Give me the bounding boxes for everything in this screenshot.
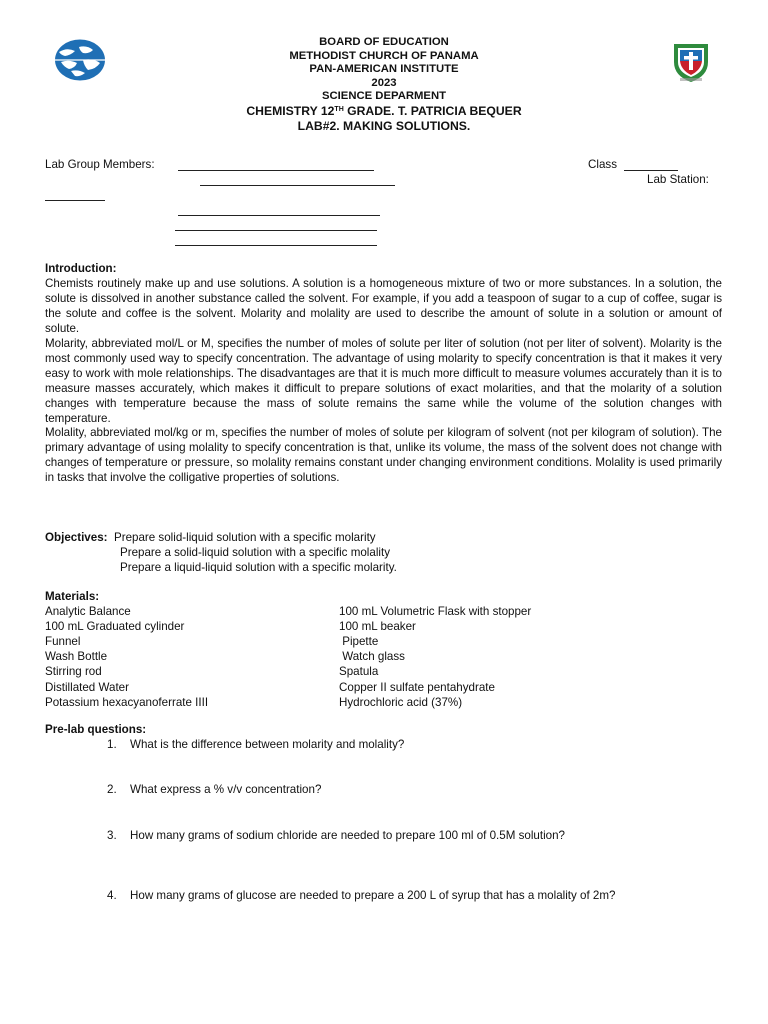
header-line: SCIENCE DEPARMENT [321, 90, 447, 103]
material-item: Pipette [339, 635, 379, 649]
course-suffix: GRADE. T. PATRICIA BEQUER [343, 103, 522, 118]
lab-station-label: Lab Station: [647, 173, 709, 186]
globe-emblem-icon [53, 38, 107, 82]
materials-section [45, 589, 725, 710]
introduction-section [45, 262, 722, 486]
material-item: 100 mL Graduated cylinder [45, 620, 185, 634]
school-shield-icon [668, 40, 714, 84]
prelab-question [107, 829, 565, 842]
header-line: METHODIST CHURCH OF PANAMA [289, 49, 479, 62]
question-text: How many grams of sodium chloride are needed to prepare 100 ml of 0.5M solution? [130, 829, 565, 842]
materials-title: Materials: [45, 590, 100, 603]
prelab-question [107, 783, 321, 796]
group-member-line[interactable] [175, 230, 377, 231]
objective-item: Prepare a solid-liquid solution with a specific molality [120, 546, 391, 560]
objective-item: Prepare solid-liquid solution with a specific molarity [113, 531, 376, 544]
document-header [180, 36, 588, 134]
group-member-line[interactable] [200, 185, 395, 186]
material-item: Wash Bottle [45, 650, 108, 664]
question-number: 2. [107, 783, 117, 796]
group-member-line[interactable] [178, 215, 380, 216]
group-member-line[interactable] [178, 170, 374, 171]
header-line: PAN-AMERICAN INSTITUTE [309, 63, 459, 76]
question-text: What express a % v/v concentration? [130, 783, 322, 796]
intro-paragraph: Molarity, abbreviated mol/L or M, specifies the number of moles of solute per liter of solution (not per liter of solvent). Molarity is the most commonly used way to specify concentration. The advantage of using molarity to specify concentration is that it makes it very easy to work with mole relationships. The disadvantages are that it is much more difficult to measure volumes accurately than it is to measure masses accurately, which makes it difficult to prepare solutions of exact molarities, and that the molarity of a solution changes with temperature because the mass of solute remains the same while the volume of the solution changes with temperature. [45, 336, 722, 425]
lab-title: LAB#2. MAKING SOLUTIONS. [297, 118, 471, 133]
group-members-label: Lab Group Members: [45, 158, 155, 171]
material-item: Copper II sulfate pentahydrate [339, 680, 495, 694]
material-item: Funnel [45, 635, 81, 649]
question-number: 3. [107, 829, 117, 842]
group-member-line[interactable] [175, 245, 377, 246]
class-line[interactable] [624, 170, 678, 171]
materials-list [45, 604, 725, 710]
objectives-title: Objectives: [45, 531, 108, 544]
header-line: BOARD OF EDUCATION [319, 36, 449, 48]
question-text: How many grams of glucose are needed to prepare a 200 L of syrup that has a molality of 2m? [130, 889, 616, 902]
prelab-question [107, 889, 616, 902]
material-item: Potassium hexacyanoferrate IIII [45, 695, 209, 709]
lab-station-line[interactable] [45, 200, 105, 201]
question-text: What is the difference between molarity and molality? [130, 738, 405, 751]
prelab-title: Pre-lab questions: [45, 723, 147, 736]
course-prefix: CHEMISTRY 12 [246, 103, 335, 118]
material-item: 100 mL beaker [339, 620, 416, 634]
course-sup: TH [334, 105, 344, 113]
objectives-section [45, 530, 397, 576]
prelab-question [107, 738, 404, 751]
course-title [180, 104, 588, 119]
material-item: Distillated Water [45, 680, 129, 694]
material-item: Stirring rod [45, 665, 102, 679]
intro-paragraph: Molality, abbreviated mol/kg or m, specifies the number of moles of solute per kilogram of solvent (not per kilogram of solution). The primary advantage of using molality to specify concentration is that, unlike its volume, the mass of the solvent does not change with changes of temperature or pressure, so molality remains constant under changing environment conditions. Molality is used primarily in tasks that involve the colligative properties of solutions. [45, 426, 722, 485]
class-label: Class [588, 158, 617, 171]
material-item: Watch glass [339, 650, 405, 664]
material-item: Spatula [339, 665, 379, 679]
material-item: Hydrochloric acid (37%) [339, 695, 463, 709]
question-number: 1. [107, 738, 117, 751]
intro-paragraph: Chemists routinely make up and use solutions. A solution is a homogeneous mixture of two or more substances. In a solution, the solute is dissolved in another substance called the solvent. For example, if you add a teaspoon of sugar to a cup of coffee, sugar is the solute and coffee is the solvent. Molarity and molality are used to describe the amount of solute in a solution or amount of solute. [45, 276, 722, 335]
material-item: 100 mL Volumetric Flask with stopper [339, 605, 532, 619]
question-number: 4. [107, 889, 117, 902]
introduction-title: Introduction: [45, 262, 117, 275]
header-line: 2023 [371, 76, 397, 89]
material-item: Analytic Balance [45, 605, 131, 619]
objective-item: Prepare a liquid-liquid solution with a specific molarity. [120, 561, 397, 575]
